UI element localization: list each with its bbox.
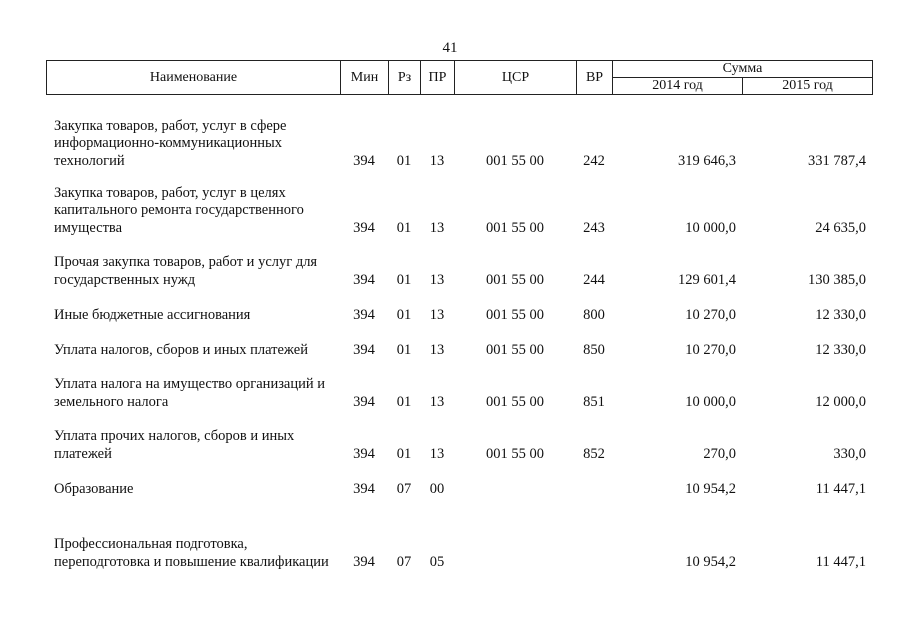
cell-y2014: 10 000,0 bbox=[685, 219, 736, 236]
cell-vr bbox=[576, 498, 612, 571]
cell-y2014: 10 270,0 bbox=[685, 341, 736, 358]
cell-min: 394 bbox=[353, 341, 375, 358]
cell-rz: 01 bbox=[396, 445, 412, 462]
cell-pr: 13 bbox=[429, 341, 445, 358]
cell-name: Прочая закупка товаров, работ и услуг для государственных нужд bbox=[54, 254, 318, 288]
table-row bbox=[46, 359, 872, 411]
cell-rz: 01 bbox=[396, 393, 412, 410]
cell-name: Закупка товаров, работ, услуг в целях капитального ремонта государственного имущества bbox=[54, 184, 304, 236]
cell-csr bbox=[454, 498, 576, 571]
header-rz: Рз bbox=[389, 61, 421, 95]
cell-pr: 13 bbox=[429, 271, 445, 288]
cell-vr bbox=[576, 463, 612, 498]
cell-min: 394 bbox=[353, 445, 375, 462]
cell-csr: 001 55 00 bbox=[486, 445, 544, 462]
cell-rz: 07 bbox=[396, 480, 412, 497]
cell-pr: 13 bbox=[429, 393, 445, 410]
cell-y2014: 10 270,0 bbox=[685, 306, 736, 323]
table-row bbox=[46, 237, 872, 289]
cell-csr: 001 55 00 bbox=[486, 341, 544, 358]
table-row bbox=[46, 498, 872, 571]
cell-csr bbox=[454, 463, 576, 498]
cell-name: Закупка товаров, работ, услуг в сфере информационно-коммуникационных технологий bbox=[54, 117, 287, 169]
header-year-2014: 2014 год bbox=[613, 78, 743, 95]
cell-pr: 13 bbox=[429, 152, 445, 169]
cell-y2015: 12 000,0 bbox=[815, 393, 866, 410]
cell-vr: 850 bbox=[583, 341, 605, 358]
cell-y2015: 12 330,0 bbox=[815, 306, 866, 323]
cell-csr: 001 55 00 bbox=[486, 306, 544, 323]
cell-y2015: 11 447,1 bbox=[815, 480, 866, 497]
cell-min: 394 bbox=[353, 553, 375, 570]
cell-y2014: 270,0 bbox=[703, 445, 736, 462]
cell-vr: 852 bbox=[583, 445, 605, 462]
cell-min: 394 bbox=[353, 480, 375, 497]
cell-csr: 001 55 00 bbox=[486, 271, 544, 288]
cell-name: Иные бюджетные ассигнования bbox=[54, 306, 251, 323]
cell-y2015: 24 635,0 bbox=[815, 219, 866, 236]
header-min: Мин bbox=[341, 61, 389, 95]
cell-vr: 851 bbox=[583, 393, 605, 410]
cell-name: Уплата налогов, сборов и иных платежей bbox=[54, 341, 308, 358]
cell-y2015: 330,0 bbox=[833, 445, 866, 462]
header-sum: Сумма bbox=[613, 61, 873, 78]
cell-pr: 13 bbox=[429, 445, 445, 462]
cell-vr: 244 bbox=[583, 271, 605, 288]
cell-rz: 07 bbox=[396, 553, 412, 570]
header-vr: ВР bbox=[577, 61, 613, 95]
cell-y2014: 10 954,2 bbox=[685, 480, 736, 497]
cell-y2014: 10 000,0 bbox=[685, 393, 736, 410]
cell-y2014: 129 601,4 bbox=[678, 271, 736, 288]
header-year-2015: 2015 год bbox=[743, 78, 873, 95]
cell-min: 394 bbox=[353, 271, 375, 288]
cell-rz: 01 bbox=[396, 219, 412, 236]
cell-csr: 001 55 00 bbox=[486, 393, 544, 410]
cell-min: 394 bbox=[353, 306, 375, 323]
cell-min: 394 bbox=[353, 393, 375, 410]
cell-vr: 242 bbox=[583, 152, 605, 169]
cell-vr: 243 bbox=[583, 219, 605, 236]
cell-y2015: 331 787,4 bbox=[808, 152, 866, 169]
cell-min: 394 bbox=[353, 152, 375, 169]
table-row bbox=[46, 289, 872, 324]
cell-rz: 01 bbox=[396, 152, 412, 169]
header-name: Наименование bbox=[47, 61, 341, 95]
cell-y2015: 130 385,0 bbox=[808, 271, 866, 288]
table-row bbox=[46, 463, 872, 498]
cell-y2014: 10 954,2 bbox=[685, 553, 736, 570]
cell-rz: 01 bbox=[396, 306, 412, 323]
cell-rz: 01 bbox=[396, 271, 412, 288]
cell-pr: 13 bbox=[429, 219, 445, 236]
cell-rz: 01 bbox=[396, 341, 412, 358]
cell-y2014: 319 646,3 bbox=[678, 152, 736, 169]
cell-y2015: 12 330,0 bbox=[815, 341, 866, 358]
cell-name: Уплата прочих налогов, сборов и иных платежей bbox=[54, 428, 295, 462]
table-row bbox=[46, 324, 872, 359]
table-row bbox=[46, 411, 872, 463]
header-csr: ЦСР bbox=[455, 61, 577, 95]
page-number: 41 bbox=[442, 40, 458, 56]
cell-vr: 800 bbox=[583, 306, 605, 323]
budget-table bbox=[46, 110, 872, 571]
cell-name: Профессиональная подготовка, переподготовка и повышение квалификации bbox=[54, 536, 329, 570]
table-row bbox=[46, 110, 872, 170]
cell-csr: 001 55 00 bbox=[486, 152, 544, 169]
cell-name: Уплата налога на имущество организаций и земельного налога bbox=[54, 376, 326, 410]
cell-y2015: 11 447,1 bbox=[815, 553, 866, 570]
cell-pr: 05 bbox=[429, 553, 445, 570]
cell-csr: 001 55 00 bbox=[486, 219, 544, 236]
header-pr: ПР bbox=[421, 61, 455, 95]
table-header bbox=[46, 60, 873, 95]
cell-pr: 13 bbox=[429, 306, 445, 323]
cell-pr: 00 bbox=[429, 480, 445, 497]
table-row bbox=[46, 170, 872, 237]
cell-min: 394 bbox=[353, 219, 375, 236]
cell-name: Образование bbox=[54, 480, 134, 497]
